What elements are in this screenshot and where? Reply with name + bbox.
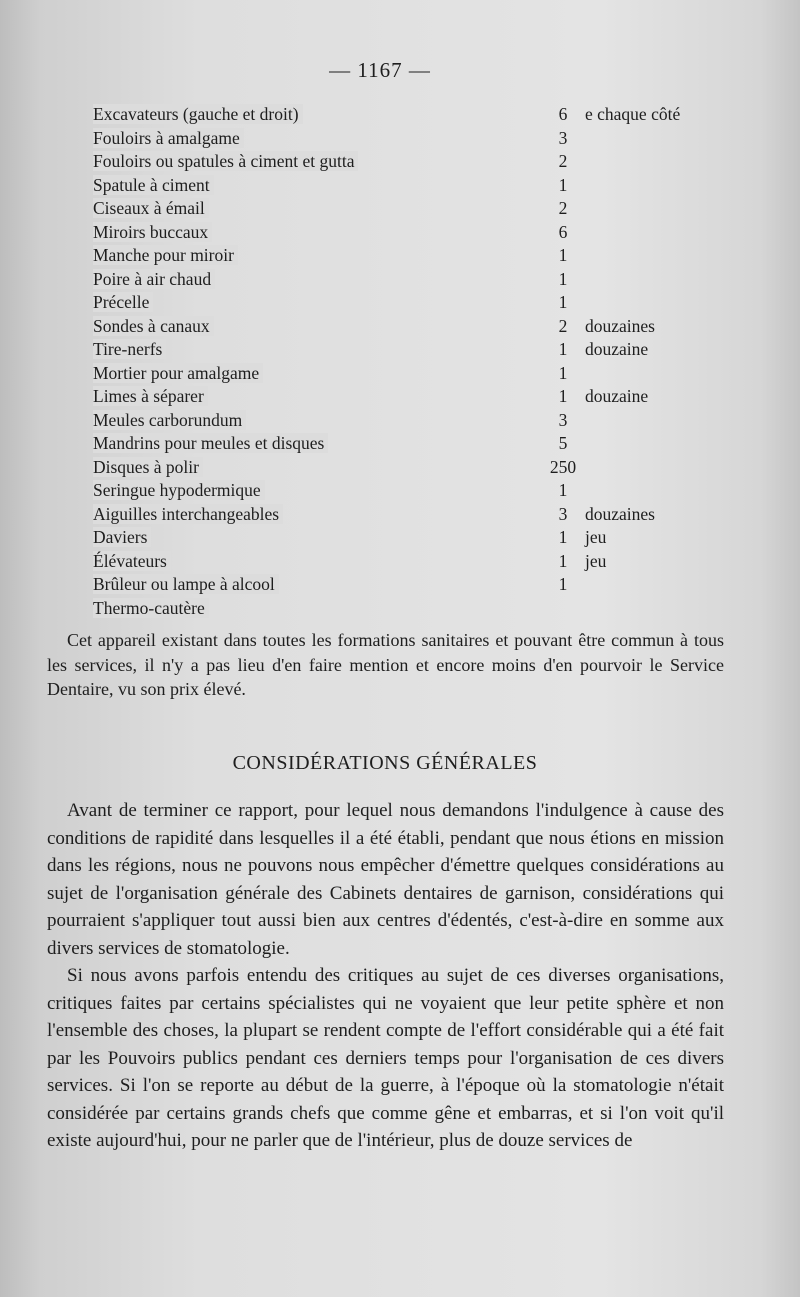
- note-paragraph: [47, 628, 724, 702]
- instrument-row: [93, 291, 783, 315]
- instrument-quantity: 1: [558, 527, 568, 547]
- instrument-name-text: Fouloirs ou spatules à ciment et gutta: [93, 151, 358, 171]
- instrument-name-text: Manche pour miroir: [93, 245, 238, 265]
- instrument-quantity: 2: [558, 315, 568, 336]
- instrument-name: [93, 479, 265, 503]
- instrument-name-text: Brûleur ou lampe à alcool: [93, 574, 279, 594]
- instrument-unit: douzaine: [585, 386, 649, 406]
- instrument-row: [93, 479, 783, 503]
- instrument-name: [93, 315, 214, 339]
- instrument-unit: douzaines: [585, 503, 655, 524]
- instrument-quantity: 1: [558, 362, 568, 383]
- instrument-name: [93, 597, 209, 621]
- instrument-unit: douzaines: [585, 315, 655, 336]
- instrument-row: [93, 550, 783, 574]
- instrument-quantity: 5: [558, 433, 568, 453]
- instrument-unit: jeu: [585, 527, 607, 547]
- instrument-quantity: 1: [558, 245, 568, 265]
- body-text: [47, 797, 724, 1155]
- instrument-unit: e chaque côté: [585, 104, 681, 124]
- instrument-quantity: 2: [558, 151, 568, 171]
- instrument-quantity: 2: [558, 198, 568, 218]
- instrument-row: [93, 362, 783, 386]
- instrument-quantity: 1: [558, 292, 568, 312]
- instrument-row: [93, 268, 783, 292]
- instrument-name-text: Disques à polir: [93, 457, 203, 477]
- instrument-name-text: Précelle: [93, 292, 153, 312]
- page-number: — 1167 —: [329, 58, 431, 82]
- instrument-name: [93, 127, 244, 151]
- instrument-name-text: Thermo-cautère: [93, 598, 209, 618]
- instrument-name-text: Meules carborundum: [93, 410, 246, 430]
- instrument-row: [93, 456, 783, 480]
- instrument-name: [93, 150, 358, 174]
- instrument-name: [93, 573, 279, 597]
- instrument-name: [93, 385, 208, 409]
- instrument-name-text: Seringue hypodermique: [93, 480, 265, 500]
- instrument-name: [93, 244, 238, 268]
- instrument-row: [93, 432, 783, 456]
- instrument-quantity: 3: [558, 127, 568, 148]
- instrument-name: [93, 362, 263, 386]
- instrument-name-text: Mortier pour amalgame: [93, 363, 263, 383]
- instrument-row: [93, 409, 783, 433]
- note-text: Cet appareil existant dans toutes les formations sanitaires et pouvant être commun à tous les services, il n'y a pas lieu d'en faire mention et encore moins d'en pourvoir le Service Dentaire, vu son prix élevé.: [47, 630, 724, 699]
- instrument-name: [93, 103, 303, 127]
- instrument-name-text: Ciseaux à émail: [93, 198, 209, 218]
- instrument-quantity: 1: [558, 339, 568, 359]
- instrument-row: [93, 338, 783, 362]
- instrument-name-text: Spatule à ciment: [93, 175, 214, 195]
- instrument-name-text: Poire à air chaud: [93, 269, 215, 289]
- instrument-name-text: Élévateurs: [93, 551, 171, 571]
- instrument-quantity: 6: [558, 221, 568, 242]
- instrument-name: [93, 197, 209, 221]
- instrument-name: [93, 456, 203, 480]
- instrument-unit: jeu: [585, 550, 607, 571]
- instrument-quantity: 1: [558, 386, 568, 406]
- instrument-row: [93, 174, 783, 198]
- section-heading: CONSIDÉRATIONS GÉNÉRALES: [232, 752, 538, 774]
- instrument-quantity: 250: [549, 456, 577, 477]
- instrument-name: [93, 550, 171, 574]
- instrument-quantity: 1: [558, 574, 568, 594]
- instrument-name-text: Tire-nerfs: [93, 339, 166, 359]
- instrument-quantity: 1: [558, 174, 568, 195]
- instrument-name: [93, 268, 215, 292]
- instrument-row: [93, 103, 783, 127]
- instrument-list: [93, 103, 783, 620]
- instrument-quantity: 1: [558, 268, 568, 289]
- instrument-name: [93, 503, 283, 527]
- paragraph-2: Si nous avons parfois entendu des critiques au sujet de ces diverses organisations, critiques faites par certains spécialistes qui ne voyaient que leur petite sphère et non l'ensemble des choses, la plupart se rendent compte de l'effort considérable qui a été fait par les Pouvoirs publics pendant ces derniers temps pour l'organisation de ces divers services. Si l'on se reporte au début de la guerre, à l'époque où la stomatologie n'était considérée par certains grands chefs que comme gêne et embarras, et si l'on voit qu'il existe aujourd'hui, pour ne parler que de l'intérieur, plus de douze services de: [47, 965, 724, 1151]
- instrument-name-text: Sondes à canaux: [93, 316, 214, 336]
- instrument-name-text: Miroirs buccaux: [93, 222, 212, 242]
- instrument-name-text: Excavateurs (gauche et droit): [93, 104, 303, 124]
- instrument-unit: douzaine: [585, 339, 649, 359]
- instrument-name-text: Mandrins pour meules et disques: [93, 433, 328, 453]
- instrument-name-text: Aiguilles interchangeables: [93, 504, 283, 524]
- instrument-row: [93, 150, 783, 174]
- instrument-name: [93, 174, 214, 198]
- instrument-name: [93, 432, 328, 456]
- instrument-quantity: 3: [558, 503, 568, 524]
- instrument-quantity: 3: [558, 409, 568, 430]
- instrument-quantity: 1: [558, 480, 568, 500]
- instrument-row: [93, 597, 783, 621]
- instrument-row: [93, 385, 783, 409]
- instrument-row: [93, 573, 783, 597]
- instrument-row: [93, 526, 783, 550]
- instrument-quantity: 6: [558, 104, 568, 124]
- instrument-name: [93, 409, 246, 433]
- instrument-name-text: Daviers: [93, 527, 151, 547]
- instrument-name-text: Limes à séparer: [93, 386, 208, 406]
- instrument-row: [93, 244, 783, 268]
- instrument-row: [93, 127, 783, 151]
- instrument-row: [93, 197, 783, 221]
- instrument-name: [93, 221, 212, 245]
- instrument-name: [93, 338, 166, 362]
- instrument-quantity: 1: [558, 550, 568, 571]
- instrument-name: [93, 526, 151, 550]
- instrument-row: [93, 503, 783, 527]
- instrument-name-text: Fouloirs à amalgame: [93, 128, 244, 148]
- instrument-row: [93, 221, 783, 245]
- instrument-name: [93, 291, 153, 315]
- instrument-row: [93, 315, 783, 339]
- paragraph-1: Avant de terminer ce rapport, pour lequel nous demandons l'indulgence à cause des conditions de rapidité dans lesquelles il a été établi, pendant que nous étions en mission dans les régions, nous ne pouvons nous empêcher d'émettre quelques considérations au sujet de l'organisation générale des Cabinets dentaires de garnison, considérations qui pourraient s'appliquer tout aussi bien aux centres d'édentés, c'est-à-dire en somme aux divers services de stomatologie.: [47, 800, 724, 959]
